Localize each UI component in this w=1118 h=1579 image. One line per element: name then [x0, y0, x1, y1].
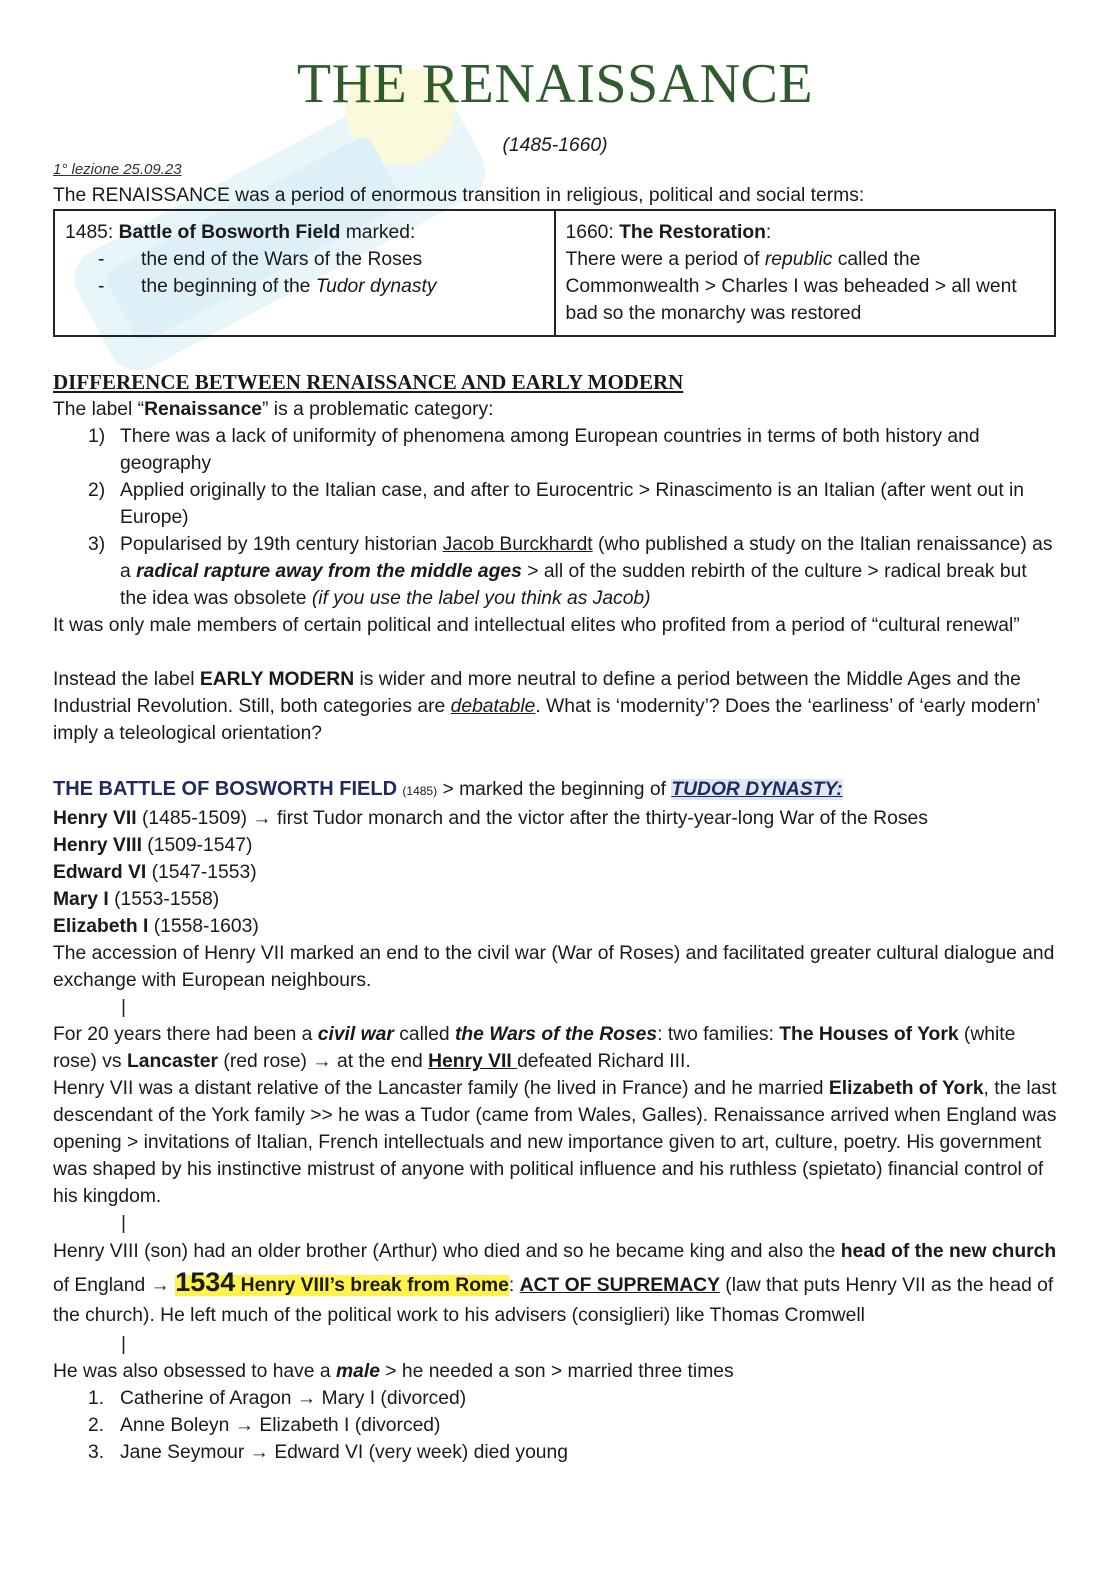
text-run: ” is a problematic category:	[262, 399, 494, 420]
section-heading-bosworth	[53, 776, 1057, 805]
paragraph-male-heir	[53, 1358, 1057, 1385]
list-item	[53, 1412, 1057, 1439]
cell-text: marked:	[340, 222, 416, 243]
list-number: 1.	[88, 1388, 105, 1409]
list-item	[53, 423, 1057, 477]
list-text: There was a lack of uniformity of phenomena among European countries in terms of both history and geography	[120, 426, 980, 474]
text-run: > he needed a son > married three times	[379, 1361, 734, 1382]
list-text: Applied originally to the Italian case, and after to Eurocentric > Rinascimento is an Italian (after went out in Europe)	[120, 480, 1025, 528]
paragraph-accession: The accession of Henry VII marked an end to the civil war (War of Roses) and facilitated greater cultural dialogue and exchange with European neighbours.	[53, 943, 1055, 991]
highlight-break: Henry VIII’s break from Rome	[235, 1275, 509, 1296]
text-run: of England →	[53, 1275, 176, 1296]
problem-list	[53, 423, 1057, 612]
table-cell-1660	[555, 210, 1056, 336]
separator-pipe: |	[121, 1334, 127, 1355]
list-item	[53, 1439, 1057, 1466]
text-italic-underline: debatable	[450, 696, 536, 717]
dash-bullet: -	[98, 276, 105, 297]
monarch-name: Elizabeth I	[53, 916, 149, 937]
paragraph-male: It was only male members of certain political and intellectual elites who profited from a period of “cultural renewal”	[53, 615, 1020, 636]
separator-pipe: |	[121, 997, 127, 1018]
text-bold: civil war	[317, 1024, 394, 1045]
monarch-row	[53, 859, 1057, 886]
list-number: 2)	[88, 480, 106, 501]
text-bold: Elizabeth of York	[828, 1078, 984, 1099]
text-bold: the Wars of the Roses	[454, 1024, 658, 1045]
monarch-reign: (1558-1603)	[148, 916, 259, 937]
monarch-name: Mary I	[53, 889, 109, 910]
text-run: :	[508, 1275, 520, 1296]
link-burckhardt: Jacob Burckhardt	[442, 534, 593, 555]
list-number: 1)	[88, 426, 106, 447]
text-run: (white rose) vs	[53, 1024, 1016, 1072]
cell-date: 1660:	[565, 222, 620, 243]
cell-item: the end of the Wars of the Roses	[141, 249, 423, 270]
monarch-reign: (1485-1509) → first Tudor monarch and the victor after the thirty-year-long War of the Roses	[136, 808, 928, 829]
text-run: > marked the beginning of	[437, 779, 672, 800]
list-text: > all of the sudden rebirth of the culture > radical break but the idea was obsolete	[120, 561, 1027, 609]
text-run: The label “	[53, 399, 145, 420]
text-bold: head of the new church	[840, 1241, 1057, 1262]
paragraph-henry-viii	[53, 1237, 1057, 1331]
text-bold: male	[335, 1361, 380, 1382]
list-number: 3)	[88, 534, 106, 555]
text-bold: EARLY MODERN	[199, 669, 355, 690]
wives-list	[53, 1385, 1057, 1466]
heading-text: THE BATTLE OF BOSWORTH FIELD	[53, 778, 398, 800]
page-title: THE RENAISSANCE	[296, 53, 814, 115]
monarch-name: Henry VII	[53, 808, 137, 829]
text-run: Henry VIII (son) had an older brother (Arthur) who died and so he became king and also the	[53, 1241, 841, 1262]
cell-event: Battle of Bosworth Field	[118, 222, 341, 243]
main-content	[53, 368, 1057, 1466]
text-run: defeated Richard III.	[517, 1051, 691, 1072]
dash-bullet: -	[98, 249, 105, 270]
dates-table	[53, 209, 1056, 337]
text-bold-underline: Henry VII	[428, 1051, 518, 1072]
paragraph-early-modern	[53, 666, 1057, 747]
text-run: , the last descendant of the York family >> he was a Tudor (came from Wales, Galles). Renaissance arrived when England was opening > invitations of Italian, French intellectuals and new importance given to art, culture, poetry. His government was shaped by his instinctive mistrust of anyone with political influence and his ruthless (spietato) financial control of his kingdom.	[53, 1078, 1057, 1207]
list-text: (who published a study on the Italian renaissance) as a	[120, 534, 1053, 582]
text-bold: Lancaster	[126, 1051, 219, 1072]
separator-pipe: |	[121, 1213, 127, 1234]
monarch-reign: (1547-1553)	[146, 862, 257, 883]
text-run: For 20 years there had been a	[53, 1024, 318, 1045]
list-number: 3.	[88, 1442, 105, 1463]
list-text: Popularised by 19th century historian	[120, 534, 443, 555]
cell-event: The Restoration	[619, 222, 766, 243]
monarch-reign: (1509-1547)	[141, 835, 253, 856]
list-text-italic: (if you use the label you think as Jacob)	[311, 588, 651, 609]
text-run: is wider and more neutral to define a period between the Middle Ages and the Industrial Revolution. Still, both categories are	[53, 669, 1021, 717]
text-bold: The Houses of York	[779, 1024, 959, 1045]
period-dates: (1485-1660)	[502, 135, 608, 156]
cell-text: called the Commonwealth > Charles I was beheaded > all went bad so the monarchy was restored	[565, 249, 1017, 324]
list-item	[53, 531, 1057, 612]
list-text: Anne Boleyn → Elizabeth I (divorced)	[120, 1415, 441, 1436]
intro-text: The RENAISSANCE was a period of enormous transition in religious, political and social terms:	[53, 185, 865, 206]
monarch-row	[53, 886, 1057, 913]
text-run: called	[393, 1024, 455, 1045]
list-text: Jane Seymour → Edward VI (very week) died young	[120, 1442, 568, 1463]
text-run: Instead the label	[53, 669, 200, 690]
text-run: Henry VII was a distant relative of the Lancaster family (he lived in France) and he married	[53, 1078, 829, 1099]
paragraph-wars	[53, 1021, 1057, 1075]
list-text: Catherine of Aragon → Mary I (divorced)	[120, 1388, 467, 1409]
list-item	[53, 1385, 1057, 1412]
list-number: 2.	[88, 1415, 105, 1436]
act-of-supremacy: ACT OF SUPREMACY	[519, 1275, 720, 1296]
text-run: He was also obsessed to have a	[53, 1361, 336, 1382]
table-cell-1485	[54, 210, 555, 336]
text-run: (law that puts Henry VII as the head of the church). He left much of the political work to his advisers (consiglieri) like Thomas Cromwell	[53, 1275, 1054, 1326]
cell-item: the beginning of the	[141, 276, 316, 297]
text-bold: Renaissance	[144, 399, 263, 420]
highlight-year: 1534	[175, 1267, 236, 1297]
cell-text-italic: republic	[764, 249, 833, 270]
monarch-name: Henry VIII	[53, 835, 142, 856]
cell-item-italic: Tudor dynasty	[315, 276, 437, 297]
cell-text: :	[765, 222, 772, 243]
text-run: . What is ‘modernity’? Does the ‘earliness’ of ‘early modern’ imply a teleological orientation?	[53, 696, 1040, 744]
monarch-row	[53, 913, 1057, 940]
text-run: : two families:	[657, 1024, 780, 1045]
paragraph-henry-vii	[53, 1075, 1057, 1210]
section-heading-difference: DIFFERENCE BETWEEN RENAISSANCE AND EARLY MODERN	[53, 370, 684, 394]
tudor-dynasty-label: TUDOR DYNASTY:	[671, 779, 843, 800]
monarch-row	[53, 832, 1057, 859]
cell-text: There were a period of	[565, 249, 765, 270]
text-run: (red rose) → at the end	[218, 1051, 429, 1072]
heading-year: (1485)	[402, 784, 438, 798]
lesson-date: 1° lezione 25.09.23	[53, 161, 182, 178]
paragraph-label	[53, 396, 1057, 423]
monarch-name: Edward VI	[53, 862, 147, 883]
monarch-row	[53, 805, 1057, 832]
list-item	[53, 477, 1057, 531]
list-text-bold: radical rapture away from the middle ages	[136, 561, 522, 582]
monarch-reign: (1553-1558)	[108, 889, 220, 910]
cell-date: 1485:	[65, 222, 119, 243]
